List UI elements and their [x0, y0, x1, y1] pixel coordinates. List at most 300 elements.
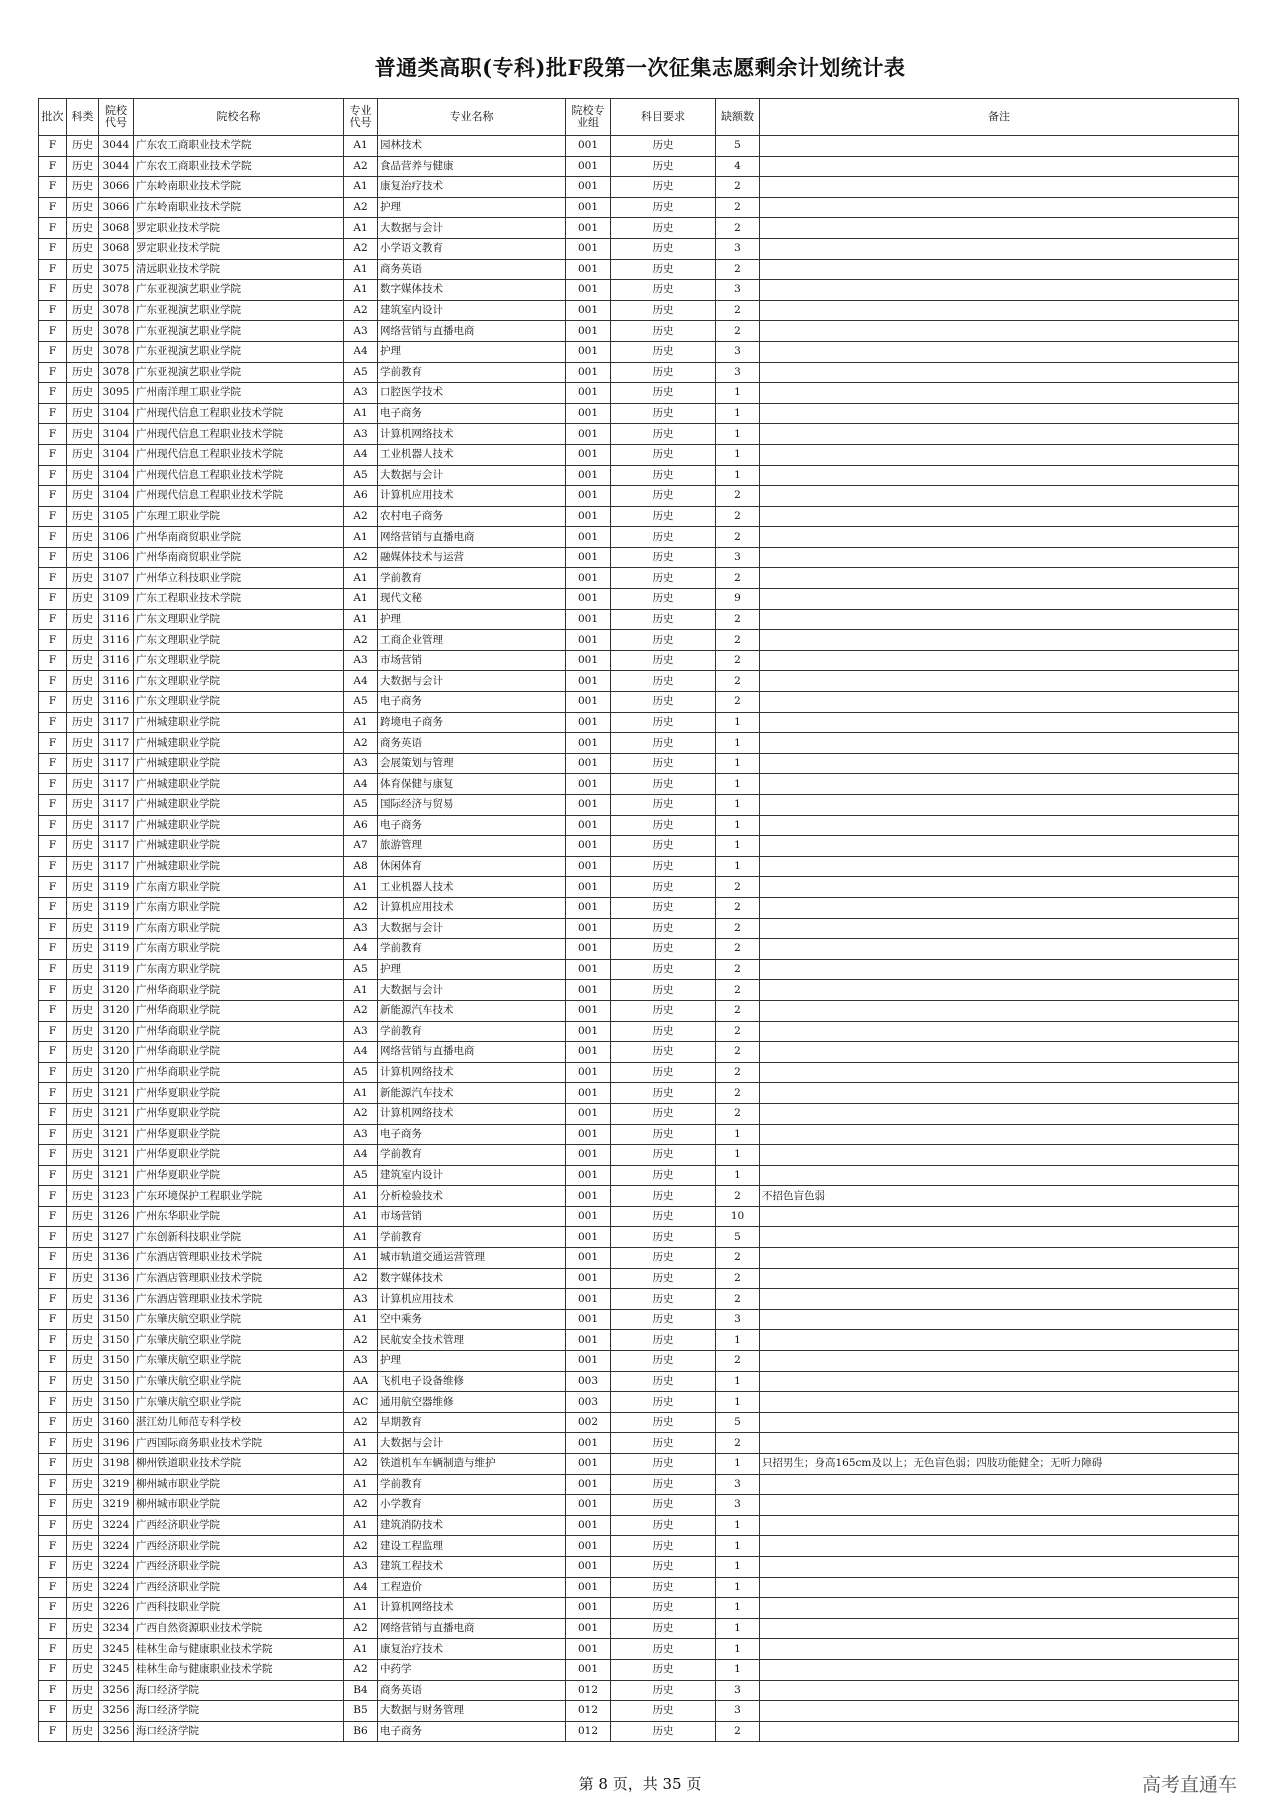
table-row — [39, 650, 1239, 671]
cell-remarks — [760, 630, 1239, 651]
cell-major-name: 学前教育 — [378, 1145, 566, 1166]
cell-school-code: 3116 — [99, 650, 134, 671]
cell-remarks — [760, 280, 1239, 301]
cell-major-group: 001 — [566, 156, 611, 177]
cell-school-code: 3256 — [99, 1680, 134, 1701]
cell-major-group: 001 — [566, 918, 611, 939]
cell-major-name: 民航安全技术管理 — [378, 1330, 566, 1351]
cell-school-name: 广州城建职业学院 — [134, 733, 344, 754]
cell-school-name: 广东环境保护工程职业学院 — [134, 1186, 344, 1207]
cell-vacancy: 1 — [716, 1454, 760, 1475]
table-row — [39, 177, 1239, 198]
cell-major-name: 大数据与会计 — [378, 671, 566, 692]
cell-school-name: 广东农工商职业技术学院 — [134, 156, 344, 177]
cell-subject-requirement: 历史 — [611, 197, 716, 218]
cell-major-name: 中药学 — [378, 1659, 566, 1680]
cell-school-code: 3198 — [99, 1454, 134, 1475]
cell-batch: F — [39, 527, 67, 548]
cell-vacancy: 2 — [716, 1083, 760, 1104]
cell-major-code: A2 — [344, 1495, 378, 1516]
cell-subject-type: 历史 — [67, 1000, 99, 1021]
cell-major-group: 001 — [566, 980, 611, 1001]
cell-school-name: 柳州城市职业学院 — [134, 1474, 344, 1495]
cell-major-code: A1 — [344, 1515, 378, 1536]
cell-school-name: 广西经济职业学院 — [134, 1536, 344, 1557]
cell-major-code: B4 — [344, 1680, 378, 1701]
cell-batch: F — [39, 136, 67, 157]
table-row — [39, 733, 1239, 754]
cell-remarks — [760, 1659, 1239, 1680]
table-header-row — [39, 99, 1239, 136]
header-remarks: 备注 — [760, 99, 1239, 136]
table-row — [39, 1103, 1239, 1124]
cell-school-code: 3150 — [99, 1371, 134, 1392]
cell-subject-requirement: 历史 — [611, 383, 716, 404]
cell-batch: F — [39, 1515, 67, 1536]
cell-major-name: 学前教育 — [378, 939, 566, 960]
cell-school-code: 3117 — [99, 774, 134, 795]
cell-batch: F — [39, 1412, 67, 1433]
cell-major-group: 001 — [566, 589, 611, 610]
cell-school-name: 广州城建职业学院 — [134, 795, 344, 816]
cell-subject-type: 历史 — [67, 136, 99, 157]
cell-remarks — [760, 506, 1239, 527]
cell-major-code: A6 — [344, 486, 378, 507]
cell-school-name: 桂林生命与健康职业技术学院 — [134, 1659, 344, 1680]
cell-subject-type: 历史 — [67, 1598, 99, 1619]
cell-batch: F — [39, 795, 67, 816]
cell-major-code: A1 — [344, 877, 378, 898]
cell-vacancy: 1 — [716, 815, 760, 836]
cell-subject-requirement: 历史 — [611, 589, 716, 610]
cell-remarks — [760, 733, 1239, 754]
cell-school-name: 广东南方职业学院 — [134, 959, 344, 980]
cell-major-name: 小学教育 — [378, 1495, 566, 1516]
cell-subject-requirement: 历史 — [611, 506, 716, 527]
cell-major-code: A2 — [344, 197, 378, 218]
cell-school-name: 广州城建职业学院 — [134, 712, 344, 733]
cell-major-code: AA — [344, 1371, 378, 1392]
cell-remarks — [760, 444, 1239, 465]
table-row — [39, 1227, 1239, 1248]
cell-vacancy: 1 — [716, 1618, 760, 1639]
cell-remarks — [760, 795, 1239, 816]
cell-remarks — [760, 383, 1239, 404]
cell-school-name: 广西经济职业学院 — [134, 1577, 344, 1598]
cell-major-group: 001 — [566, 424, 611, 445]
cell-remarks — [760, 527, 1239, 548]
plan-table — [38, 98, 1239, 1742]
cell-major-code: A2 — [344, 733, 378, 754]
cell-subject-requirement: 历史 — [611, 1639, 716, 1660]
cell-subject-type: 历史 — [67, 1412, 99, 1433]
cell-major-group: 001 — [566, 1474, 611, 1495]
table-row — [39, 795, 1239, 816]
cell-vacancy: 2 — [716, 1062, 760, 1083]
cell-major-code: A5 — [344, 1165, 378, 1186]
cell-school-code: 3116 — [99, 671, 134, 692]
cell-subject-requirement: 历史 — [611, 1598, 716, 1619]
cell-major-code: A2 — [344, 1412, 378, 1433]
cell-remarks — [760, 1309, 1239, 1330]
table-row — [39, 465, 1239, 486]
cell-subject-type: 历史 — [67, 980, 99, 1001]
cell-batch: F — [39, 733, 67, 754]
cell-subject-requirement: 历史 — [611, 403, 716, 424]
table-row — [39, 1083, 1239, 1104]
table-row — [39, 444, 1239, 465]
cell-school-name: 广西经济职业学院 — [134, 1556, 344, 1577]
cell-batch: F — [39, 1083, 67, 1104]
cell-major-group: 001 — [566, 753, 611, 774]
table-row — [39, 1536, 1239, 1557]
cell-major-code: A1 — [344, 1083, 378, 1104]
cell-subject-type: 历史 — [67, 218, 99, 239]
cell-remarks — [760, 1412, 1239, 1433]
cell-major-code: A2 — [344, 1454, 378, 1475]
cell-subject-requirement: 历史 — [611, 1165, 716, 1186]
cell-school-code: 3105 — [99, 506, 134, 527]
cell-major-code: A1 — [344, 177, 378, 198]
cell-major-code: A2 — [344, 1000, 378, 1021]
cell-subject-type: 历史 — [67, 547, 99, 568]
cell-batch: F — [39, 1145, 67, 1166]
cell-major-group: 001 — [566, 1042, 611, 1063]
cell-subject-type: 历史 — [67, 280, 99, 301]
cell-remarks — [760, 959, 1239, 980]
cell-major-name: 数字媒体技术 — [378, 1268, 566, 1289]
cell-school-code: 3256 — [99, 1701, 134, 1722]
cell-major-code: A2 — [344, 1268, 378, 1289]
header-subject-requirement: 科目要求 — [611, 99, 716, 136]
cell-major-name: 学前教育 — [378, 1474, 566, 1495]
table-row — [39, 856, 1239, 877]
cell-subject-requirement: 历史 — [611, 897, 716, 918]
cell-major-code: A2 — [344, 547, 378, 568]
cell-major-code: A1 — [344, 218, 378, 239]
cell-vacancy: 2 — [716, 609, 760, 630]
cell-major-name: 小学语文教育 — [378, 238, 566, 259]
cell-remarks — [760, 1042, 1239, 1063]
cell-school-name: 广东亚视演艺职业学院 — [134, 321, 344, 342]
cell-remarks — [760, 403, 1239, 424]
cell-major-group: 001 — [566, 1351, 611, 1372]
table-row — [39, 1206, 1239, 1227]
cell-major-group: 001 — [566, 1062, 611, 1083]
table-row — [39, 197, 1239, 218]
cell-major-name: 分析检验技术 — [378, 1186, 566, 1207]
cell-major-name: 网络营销与直播电商 — [378, 527, 566, 548]
cell-school-code: 3104 — [99, 403, 134, 424]
cell-vacancy: 3 — [716, 547, 760, 568]
cell-major-code: A1 — [344, 259, 378, 280]
cell-school-name: 广东文理职业学院 — [134, 692, 344, 713]
cell-school-code: 3117 — [99, 753, 134, 774]
cell-batch: F — [39, 1577, 67, 1598]
cell-major-name: 大数据与会计 — [378, 980, 566, 1001]
cell-major-group: 001 — [566, 1330, 611, 1351]
cell-school-code: 3224 — [99, 1556, 134, 1577]
table-row — [39, 547, 1239, 568]
cell-major-group: 001 — [566, 527, 611, 548]
cell-major-name: 护理 — [378, 609, 566, 630]
cell-major-group: 012 — [566, 1680, 611, 1701]
table-row — [39, 238, 1239, 259]
cell-batch: F — [39, 1227, 67, 1248]
cell-subject-type: 历史 — [67, 424, 99, 445]
cell-major-name: 工业机器人技术 — [378, 444, 566, 465]
header-vacancy: 缺额数 — [716, 99, 760, 136]
cell-school-code: 3219 — [99, 1495, 134, 1516]
cell-school-name: 广东理工职业学院 — [134, 506, 344, 527]
cell-subject-requirement: 历史 — [611, 1392, 716, 1413]
cell-major-group: 001 — [566, 609, 611, 630]
cell-school-code: 3121 — [99, 1165, 134, 1186]
cell-major-code: A3 — [344, 1289, 378, 1310]
cell-batch: F — [39, 1701, 67, 1722]
cell-vacancy: 2 — [716, 918, 760, 939]
cell-batch: F — [39, 774, 67, 795]
cell-school-name: 广东南方职业学院 — [134, 939, 344, 960]
cell-remarks — [760, 197, 1239, 218]
cell-subject-type: 历史 — [67, 156, 99, 177]
cell-school-code: 3245 — [99, 1639, 134, 1660]
cell-major-name: 计算机应用技术 — [378, 1289, 566, 1310]
cell-subject-type: 历史 — [67, 568, 99, 589]
cell-subject-type: 历史 — [67, 1103, 99, 1124]
cell-vacancy: 1 — [716, 1659, 760, 1680]
cell-remarks — [760, 238, 1239, 259]
cell-subject-type: 历史 — [67, 795, 99, 816]
cell-school-name: 广州城建职业学院 — [134, 856, 344, 877]
cell-vacancy: 1 — [716, 1371, 760, 1392]
table-row — [39, 1062, 1239, 1083]
cell-subject-type: 历史 — [67, 1618, 99, 1639]
cell-subject-type: 历史 — [67, 1474, 99, 1495]
table-row — [39, 815, 1239, 836]
cell-major-group: 001 — [566, 259, 611, 280]
cell-major-group: 001 — [566, 836, 611, 857]
table-row — [39, 486, 1239, 507]
cell-major-group: 003 — [566, 1392, 611, 1413]
header-major-group: 院校专业组 — [566, 99, 611, 136]
cell-vacancy: 3 — [716, 362, 760, 383]
table-row — [39, 939, 1239, 960]
cell-school-code: 3119 — [99, 959, 134, 980]
cell-major-code: A1 — [344, 609, 378, 630]
cell-major-name: 工程造价 — [378, 1577, 566, 1598]
cell-major-code: A2 — [344, 300, 378, 321]
cell-subject-type: 历史 — [67, 609, 99, 630]
cell-school-name: 罗定职业技术学院 — [134, 218, 344, 239]
cell-vacancy: 2 — [716, 321, 760, 342]
cell-major-name: 护理 — [378, 197, 566, 218]
cell-major-code: A1 — [344, 980, 378, 1001]
cell-remarks — [760, 1145, 1239, 1166]
cell-batch: F — [39, 877, 67, 898]
header-major-name: 专业名称 — [378, 99, 566, 136]
cell-subject-type: 历史 — [67, 815, 99, 836]
table-row — [39, 1248, 1239, 1269]
cell-major-code: A1 — [344, 1474, 378, 1495]
cell-major-code: A1 — [344, 1309, 378, 1330]
cell-remarks — [760, 547, 1239, 568]
cell-school-name: 广东文理职业学院 — [134, 650, 344, 671]
cell-school-name: 广东岭南职业技术学院 — [134, 197, 344, 218]
cell-subject-type: 历史 — [67, 1227, 99, 1248]
cell-major-group: 001 — [566, 1618, 611, 1639]
table-row — [39, 218, 1239, 239]
cell-vacancy: 2 — [716, 1021, 760, 1042]
cell-subject-type: 历史 — [67, 1330, 99, 1351]
cell-major-group: 001 — [566, 856, 611, 877]
cell-major-name: 建筑工程技术 — [378, 1556, 566, 1577]
cell-major-code: A2 — [344, 506, 378, 527]
cell-major-group: 001 — [566, 1227, 611, 1248]
cell-remarks — [760, 1721, 1239, 1742]
cell-school-code: 3075 — [99, 259, 134, 280]
cell-major-code: A2 — [344, 1103, 378, 1124]
cell-major-group: 001 — [566, 815, 611, 836]
cell-batch: F — [39, 403, 67, 424]
cell-subject-requirement: 历史 — [611, 1042, 716, 1063]
cell-school-code: 3245 — [99, 1659, 134, 1680]
cell-major-code: A2 — [344, 1618, 378, 1639]
cell-school-name: 广州城建职业学院 — [134, 774, 344, 795]
header-school-name: 院校名称 — [134, 99, 344, 136]
cell-subject-requirement: 历史 — [611, 444, 716, 465]
cell-major-name: 计算机网络技术 — [378, 1103, 566, 1124]
cell-vacancy: 1 — [716, 1639, 760, 1660]
table-row — [39, 1598, 1239, 1619]
cell-major-code: A3 — [344, 1124, 378, 1145]
cell-school-code: 3136 — [99, 1248, 134, 1269]
cell-major-name: 计算机网络技术 — [378, 1062, 566, 1083]
cell-major-group: 001 — [566, 1495, 611, 1516]
cell-batch: F — [39, 692, 67, 713]
cell-school-name: 广州现代信息工程职业技术学院 — [134, 424, 344, 445]
cell-major-name: 学前教育 — [378, 568, 566, 589]
cell-vacancy: 2 — [716, 1433, 760, 1454]
cell-vacancy: 1 — [716, 795, 760, 816]
table-row — [39, 609, 1239, 630]
cell-subject-type: 历史 — [67, 1701, 99, 1722]
cell-school-code: 3116 — [99, 692, 134, 713]
cell-vacancy: 1 — [716, 444, 760, 465]
cell-school-code: 3120 — [99, 1000, 134, 1021]
cell-subject-type: 历史 — [67, 1145, 99, 1166]
cell-remarks — [760, 1206, 1239, 1227]
cell-subject-requirement: 历史 — [611, 1474, 716, 1495]
cell-vacancy: 3 — [716, 1309, 760, 1330]
cell-remarks — [760, 1000, 1239, 1021]
cell-vacancy: 1 — [716, 1165, 760, 1186]
page-title: 普通类高职(专科)批F段第一次征集志愿剩余计划统计表 — [374, 55, 906, 80]
cell-batch: F — [39, 1042, 67, 1063]
cell-subject-type: 历史 — [67, 1289, 99, 1310]
cell-major-code: A5 — [344, 1062, 378, 1083]
cell-school-code: 3119 — [99, 877, 134, 898]
cell-subject-type: 历史 — [67, 1351, 99, 1372]
cell-subject-requirement: 历史 — [611, 321, 716, 342]
table-row — [39, 1042, 1239, 1063]
cell-major-group: 001 — [566, 1598, 611, 1619]
cell-vacancy: 2 — [716, 877, 760, 898]
cell-subject-type: 历史 — [67, 177, 99, 198]
cell-subject-requirement: 历史 — [611, 836, 716, 857]
cell-subject-type: 历史 — [67, 486, 99, 507]
cell-vacancy: 1 — [716, 712, 760, 733]
cell-school-name: 广州现代信息工程职业技术学院 — [134, 465, 344, 486]
cell-subject-type: 历史 — [67, 836, 99, 857]
cell-major-group: 001 — [566, 1165, 611, 1186]
cell-school-name: 广州华夏职业学院 — [134, 1083, 344, 1104]
cell-vacancy: 5 — [716, 136, 760, 157]
cell-school-name: 广东亚视演艺职业学院 — [134, 362, 344, 383]
cell-vacancy: 1 — [716, 1145, 760, 1166]
table-row — [39, 1021, 1239, 1042]
cell-school-name: 广东亚视演艺职业学院 — [134, 300, 344, 321]
cell-major-group: 001 — [566, 1021, 611, 1042]
cell-remarks — [760, 1536, 1239, 1557]
cell-school-code: 3066 — [99, 197, 134, 218]
cell-subject-type: 历史 — [67, 1433, 99, 1454]
cell-remarks — [760, 1371, 1239, 1392]
cell-school-name: 广东文理职业学院 — [134, 630, 344, 651]
cell-major-code: A1 — [344, 712, 378, 733]
cell-major-group: 001 — [566, 280, 611, 301]
cell-major-code: B6 — [344, 1721, 378, 1742]
cell-subject-type: 历史 — [67, 589, 99, 610]
cell-remarks — [760, 712, 1239, 733]
cell-remarks — [760, 321, 1239, 342]
cell-remarks — [760, 424, 1239, 445]
cell-major-name: 建设工程监理 — [378, 1536, 566, 1557]
cell-batch: F — [39, 300, 67, 321]
cell-major-name: 休闲体育 — [378, 856, 566, 877]
cell-major-group: 001 — [566, 1083, 611, 1104]
cell-major-name: 电子商务 — [378, 692, 566, 713]
cell-remarks — [760, 1268, 1239, 1289]
table-row — [39, 877, 1239, 898]
cell-major-group: 001 — [566, 218, 611, 239]
cell-major-name: 旅游管理 — [378, 836, 566, 857]
cell-major-code: A2 — [344, 630, 378, 651]
cell-major-group: 001 — [566, 197, 611, 218]
cell-remarks — [760, 609, 1239, 630]
cell-major-code: AC — [344, 1392, 378, 1413]
table-row — [39, 568, 1239, 589]
cell-major-name: 网络营销与直播电商 — [378, 321, 566, 342]
cell-school-code: 3104 — [99, 486, 134, 507]
table-row — [39, 321, 1239, 342]
cell-major-code: A1 — [344, 403, 378, 424]
cell-batch: F — [39, 1371, 67, 1392]
cell-major-name: 计算机网络技术 — [378, 424, 566, 445]
cell-vacancy: 2 — [716, 197, 760, 218]
table-row — [39, 136, 1239, 157]
cell-school-code: 3078 — [99, 280, 134, 301]
cell-remarks — [760, 877, 1239, 898]
cell-major-name: 商务英语 — [378, 1680, 566, 1701]
cell-batch: F — [39, 1289, 67, 1310]
cell-major-code: A3 — [344, 650, 378, 671]
cell-vacancy: 2 — [716, 671, 760, 692]
cell-school-name: 广州华南商贸职业学院 — [134, 527, 344, 548]
cell-remarks — [760, 1495, 1239, 1516]
cell-batch: F — [39, 1309, 67, 1330]
table-row — [39, 1412, 1239, 1433]
